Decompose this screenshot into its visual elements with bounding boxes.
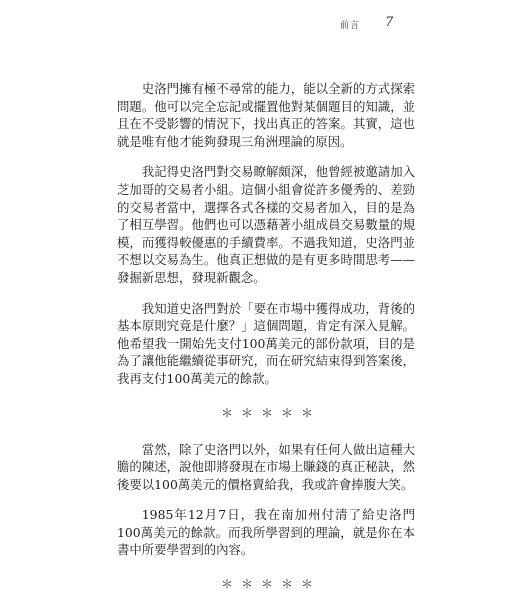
paragraph-2: 我記得史洛門對交易瞭解頗深，他曾經被邀請加入芝加哥的交易者小組。這個小組會從許多優秀的、差勁的交易者當中，選擇各式各樣的交易者加入，目的是為了相互學習。他們也可以憑藉著小組成員交易數量的規模，而獲得較優惠的手續費率。不過我知道，史洛門並不想以交易為生。他真正想做的是有更多時間思考——發掘新思想，發現新觀念。 xyxy=(117,164,415,285)
paragraph-4: 當然，除了史洛門以外，如果有任何人做出這種大膽的陳述，說他即將發現在市場上賺錢的真正秘訣，然後要以100萬美元的價格賣給我，我或許會捧腹大笑。 xyxy=(117,441,415,492)
page-body xyxy=(117,80,415,612)
section-divider: ＊＊＊＊＊ xyxy=(220,405,321,420)
paragraph-3: 我知道史洛門對於「要在市場中獲得成功，背後的基本原則究竟是什麼？」這個問題，肯定有深入見解。他希望我一開始先支付100萬美元的部份款項，目的是為了讓他能繼續從事研究，而在研究結束得到答案後，我再支付100萬美元的餘款。 xyxy=(117,300,415,386)
running-header xyxy=(0,17,520,37)
paragraph-5: 1985年12月7日，我在南加州付清了給史洛門100萬美元的餘款。而我所學習到的理論，就是你在本書中所要學習到的內容。 xyxy=(117,507,415,558)
section-divider-end: ＊＊＊＊＊ xyxy=(220,577,321,592)
paragraph-1: 史洛門擁有極不尋常的能力，能以全新的方式探索問題。他可以完全忘記或擺置他對某個題目的知識，並且在不受影響的情況下，找出真正的答案。其實，這也就是唯有他才能夠發現三角洲理論的原因。 xyxy=(117,81,415,149)
section-title: 前言 xyxy=(340,21,361,31)
page-number: 7 xyxy=(385,15,394,30)
